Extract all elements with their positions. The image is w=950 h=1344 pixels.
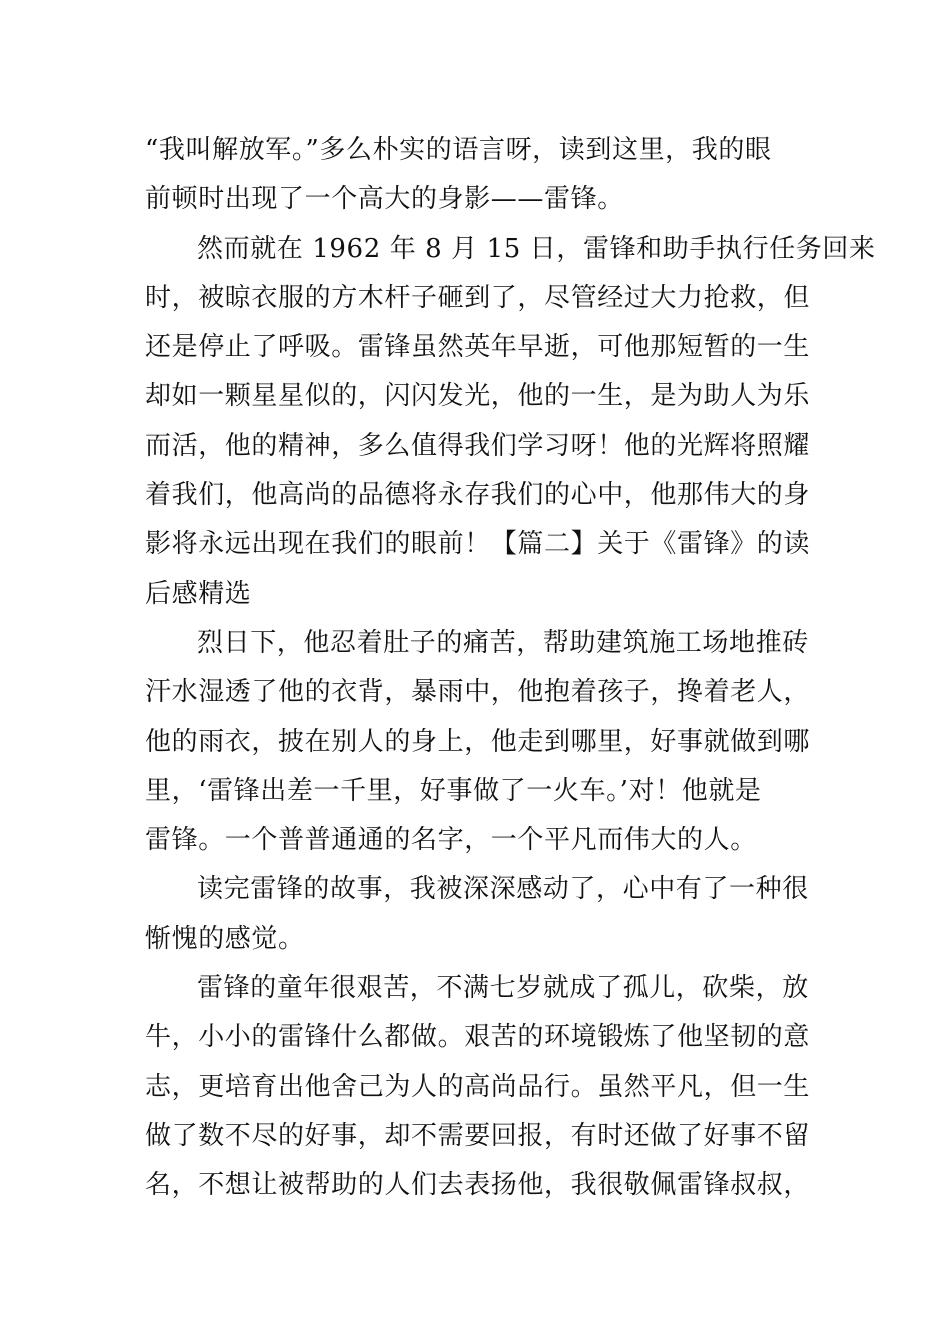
text-line: 汗水湿透了他的衣背，暴雨中，他抱着孩子，搀着老人，: [145, 677, 811, 708]
text-line: 做了数不尽的好事，却不需要回报，有时还做了好事不留: [145, 1120, 811, 1151]
text-line: 时，被晾衣服的方木杆子砸到了，尽管经过大力抢救，但: [145, 282, 811, 313]
text-line: 着我们，他高尚的品德将永存我们的心中，他那伟大的身: [145, 480, 811, 511]
text-line: 前顿时出现了一个高大的身影——雷锋。: [145, 184, 624, 215]
text-line: 惭愧的感觉。: [145, 923, 305, 954]
text-line: 后感精选: [145, 578, 252, 609]
text-line: “我叫解放军。”多么朴实的语言呀，读到这里，我的眼: [145, 135, 772, 165]
text-line: 雷锋的童年很艰苦，不满七岁就成了孤儿，砍柴，放: [197, 973, 809, 1004]
document-body-text: [145, 126, 876, 1211]
text-line: 烈日下，他忍着肚子的痛苦，帮助建筑施工场地推砖: [197, 627, 809, 658]
text-line: 里，‘雷锋出差一千里，好事做了一火车。’对！他就是: [145, 775, 762, 806]
text-line: 却如一颗星星似的，闪闪发光，他的一生，是为助人为乐: [145, 381, 811, 412]
text-line: 影将永远出现在我们的眼前！【篇二】关于《雷锋》的读: [145, 529, 811, 560]
text-line: 然而就在 1962 年 8 月 15 日，雷锋和助手执行任务回来: [197, 233, 876, 264]
text-line: 还是停止了呼吸。雷锋虽然英年早逝，可他那短暂的一生: [145, 332, 811, 363]
text-line: 牛，小小的雷锋什么都做。艰苦的环境锻炼了他坚韧的意: [145, 1022, 811, 1053]
text-line: 而活，他的精神，多么值得我们学习呀！他的光辉将照耀: [145, 430, 811, 461]
text-line: 他的雨衣，披在别人的身上，他走到哪里，好事就做到哪: [145, 726, 811, 757]
text-line: 志，更培育出他舍己为人的高尚品行。虽然平凡，但一生: [145, 1071, 811, 1102]
text-line: 名，不想让被帮助的人们去表扬他，我很敬佩雷锋叔叔，: [145, 1170, 811, 1201]
text-line: 读完雷锋的故事，我被深深感动了，心中有了一种很: [197, 874, 809, 905]
text-line: 雷锋。一个普普通通的名字，一个平凡而伟大的人。: [145, 825, 757, 856]
